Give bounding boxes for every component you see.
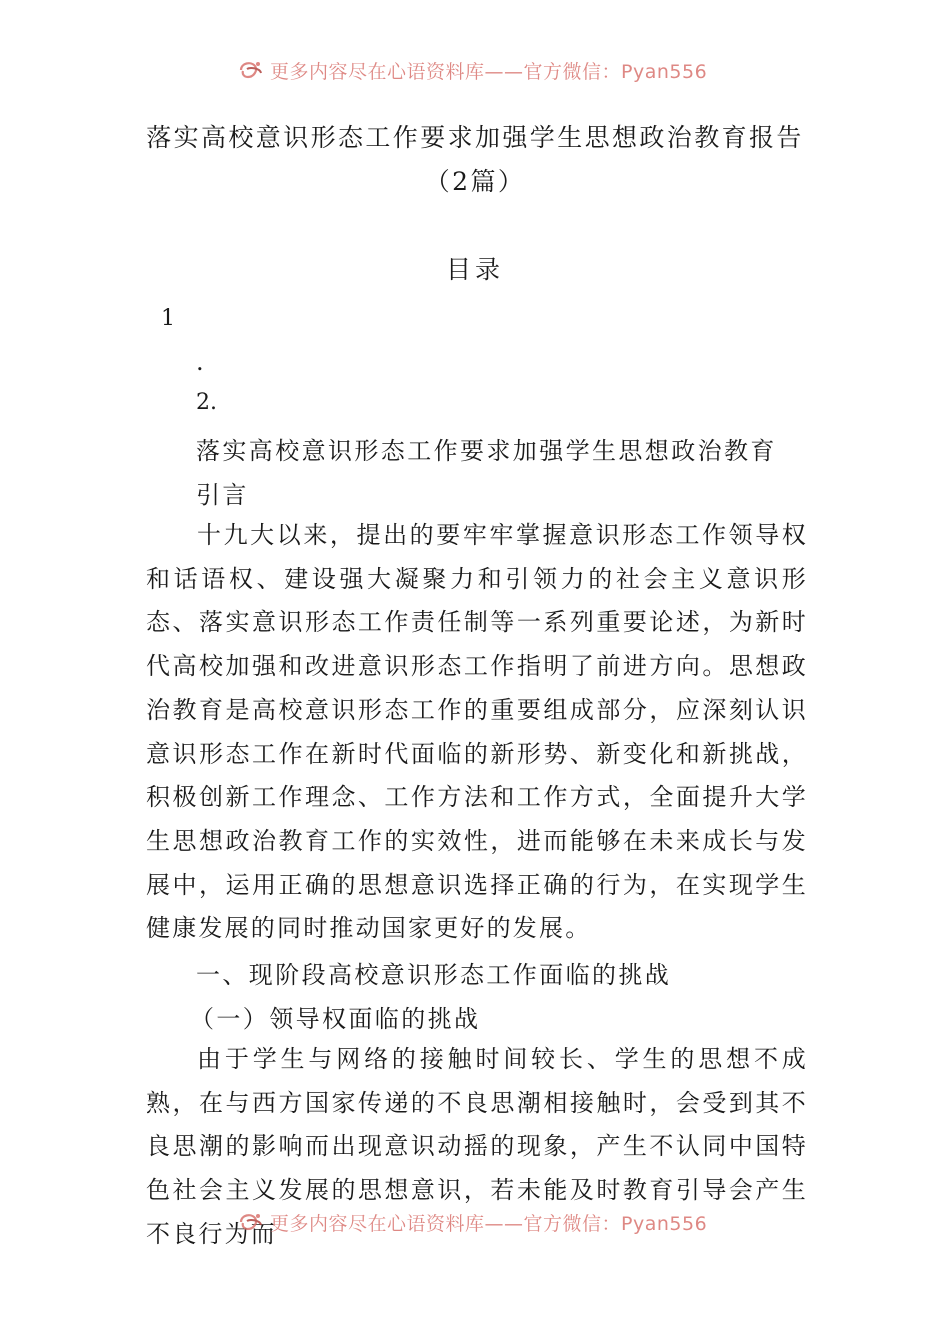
subheading-1: （一）领导权面临的挑战 bbox=[190, 1005, 481, 1033]
document-title: 落实高校意识形态工作要求加强学生思想政治教育报告（2篇） bbox=[146, 123, 804, 196]
watermark-logo-icon bbox=[238, 1211, 264, 1233]
section-title: 落实高校意识形态工作要求加强学生思想政治教育 bbox=[196, 437, 777, 465]
toc-heading: 目录 bbox=[445, 255, 504, 284]
section-heading-1: 一、现阶段高校意识形态工作面临的挑战 bbox=[196, 961, 672, 989]
watermark-top bbox=[238, 56, 718, 84]
toc-item-2-number: 2. bbox=[196, 390, 217, 415]
watermark-bottom bbox=[238, 1208, 718, 1236]
paragraph-2: 由于学生与网络的接触时间较长、学生的思想不成熟，在与西方国家传递的不良思潮相接触时，会受到其不良思潮的影响而出现意识动摇的现象，产生不认同中国特色社会主义发展的思想意识，若未能及时教育引导会产生不良行为而 bbox=[146, 1045, 808, 1248]
watermark-text: 更多内容尽在心语资料库——官方微信：Pyan556 bbox=[270, 60, 708, 83]
intro-heading: 引言 bbox=[196, 481, 249, 509]
paragraph-1: 十九大以来，提出的要牢牢掌握意识形态工作领导权和话语权、建设强大凝聚力和引领力的社会主义意识形态、落实意识形态工作责任制等一系列重要论述，为新时代高校加强和改进意识形态工作指明了前进方向。思想政治教育是高校意识形态工作的重要组成部分，应深刻认识意识形态工作在新时代面临的新形势、新变化和新挑战，积极创新工作理念、工作方法和工作方式，全面提升大学生思想政治教育工作的实效性，进而能够在未来成长与发展中，运用正确的思想意识选择正确的行为，在实现学生健康发展的同时推动国家更好的发展。 bbox=[146, 521, 808, 943]
toc-item-1-dot: . bbox=[196, 348, 204, 376]
toc-item-1-number: 1 bbox=[161, 306, 175, 331]
watermark-text: 更多内容尽在心语资料库——官方微信：Pyan556 bbox=[270, 1212, 708, 1235]
watermark-logo-icon bbox=[238, 59, 264, 81]
